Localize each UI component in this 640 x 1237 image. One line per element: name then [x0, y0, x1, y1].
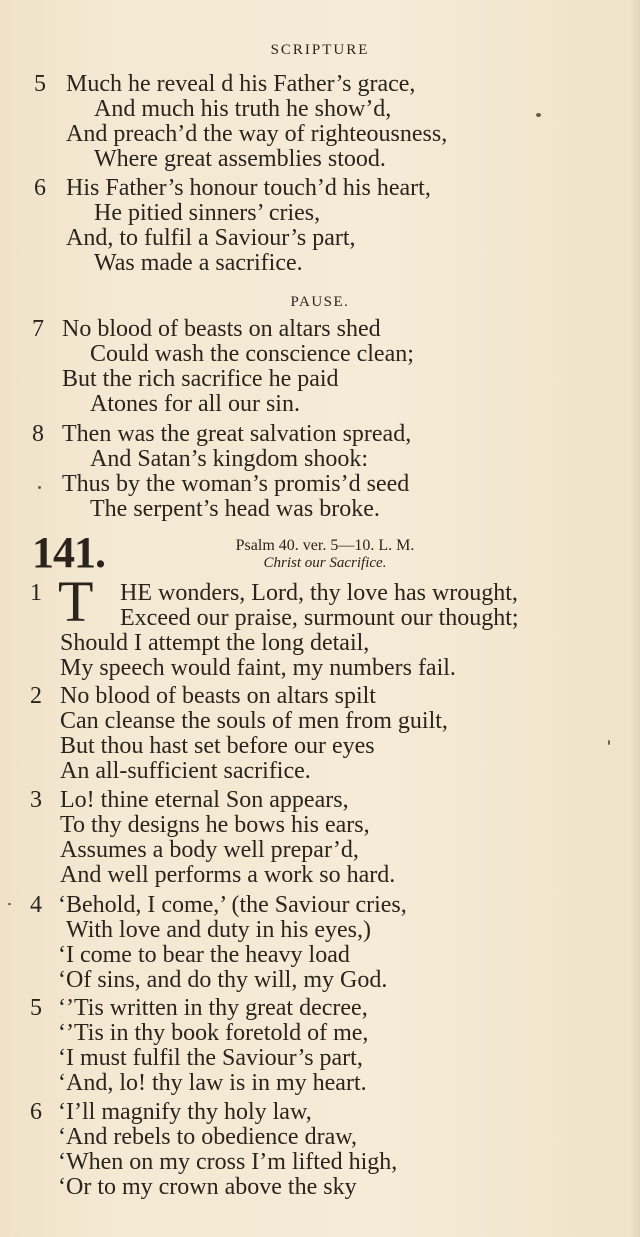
verse-line: Could wash the conscience clean; [90, 341, 414, 367]
paper-speck [608, 740, 610, 745]
verse-line: Thus by the woman’s promis’d seed [62, 471, 410, 497]
verse-line: ‘When on my cross I’m lifted high, [58, 1149, 398, 1175]
verse-line: No blood of beasts on altars spilt [60, 683, 376, 709]
paper-speck [8, 903, 11, 905]
verse-line: Then was the great salvation spread, [62, 421, 412, 447]
verse-line: ‘Behold, I come,’ (the Saviour cries, [58, 892, 407, 918]
verse-line: Can cleanse the souls of men from guilt, [60, 708, 448, 734]
paper-speck [38, 486, 41, 489]
verse-line: The serpent’s head was broke. [90, 496, 380, 522]
verse-line: To thy designs he bows his ears, [60, 812, 370, 838]
verse-line: Where great assemblies stood. [94, 146, 386, 172]
verse-line: ‘Or to my crown above the sky [58, 1174, 357, 1200]
verse-line: Was made a sacrifice. [94, 250, 303, 276]
paper-speck [536, 113, 541, 117]
verse-line: His Father’s honour touch’d his heart, [66, 175, 431, 201]
verse-line: ‘I’ll magnify thy holy law, [58, 1099, 312, 1125]
verse-line: And preach’d the way of righteousness, [66, 121, 448, 147]
verse-line: ‘Of sins, and do thy will, my God. [58, 967, 388, 993]
verse-line: Lo! thine eternal Son appears, [60, 787, 349, 813]
running-head: SCRIPTURE [270, 42, 370, 58]
verse-line: And well performs a work so hard. [60, 862, 396, 888]
stanza-number: 3 [30, 787, 42, 813]
hymn-subtitle: Christ our Sacrifice. [263, 555, 387, 571]
stanza-number: 5 [34, 71, 46, 97]
stanza-number: 4 [30, 892, 42, 918]
verse-line: ‘’Tis in thy book foretold of me, [58, 1020, 369, 1046]
stanza-number: 1 [30, 580, 42, 606]
stanza-number: 6 [34, 175, 46, 201]
verse-line: ‘And, lo! thy law is in my heart. [58, 1070, 367, 1096]
verse-line: He pitied sinners’ cries, [94, 200, 321, 226]
verse-line: ‘I must fulfil the Saviour’s part, [58, 1045, 363, 1071]
hymn-reference: Psalm 40. ver. 5—10. L. M. [235, 537, 415, 554]
verse-line: An all-sufficient sacrifice. [60, 758, 311, 784]
verse-line: ‘I come to bear the heavy load [58, 942, 350, 968]
pause-heading: PAUSE. [290, 294, 350, 310]
verse-line: But thou hast set before our eyes [60, 733, 375, 759]
verse-line: And much his truth he show’d, [94, 96, 392, 122]
verse-line: Should I attempt the long detail, [60, 630, 370, 656]
verse-line: Assumes a body well prepar’d, [60, 837, 359, 863]
verse-line: ‘And rebels to obedience draw, [58, 1124, 357, 1150]
verse-line: And Satan’s kingdom shook: [90, 446, 369, 472]
verse-line: No blood of beasts on altars shed [62, 316, 381, 342]
stanza-number: 8 [32, 421, 44, 447]
stanza-number: 2 [30, 683, 42, 709]
verse-line: With love and duty in his eyes,) [66, 917, 371, 943]
verse-line: And, to fulfil a Saviour’s part, [66, 225, 356, 251]
verse-line: Exceed our praise, surmount our thought; [120, 605, 519, 631]
stanza-number: 7 [32, 316, 44, 342]
drop-cap: T [58, 569, 94, 634]
stanza-number: 5 [30, 995, 42, 1021]
verse-line: Atones for all our sin. [90, 391, 300, 417]
hymn-number: 141. [32, 528, 105, 577]
verse-line: HE wonders, Lord, thy love has wrought, [120, 580, 518, 606]
verse-line: ‘’Tis written in thy great decree, [58, 995, 368, 1021]
stanza-number: 6 [30, 1099, 42, 1125]
verse-line: Much he reveal d his Father’s grace, [66, 71, 416, 97]
verse-line: But the rich sacrifice he paid [62, 366, 339, 392]
verse-line: My speech would faint, my numbers fail. [60, 655, 456, 681]
